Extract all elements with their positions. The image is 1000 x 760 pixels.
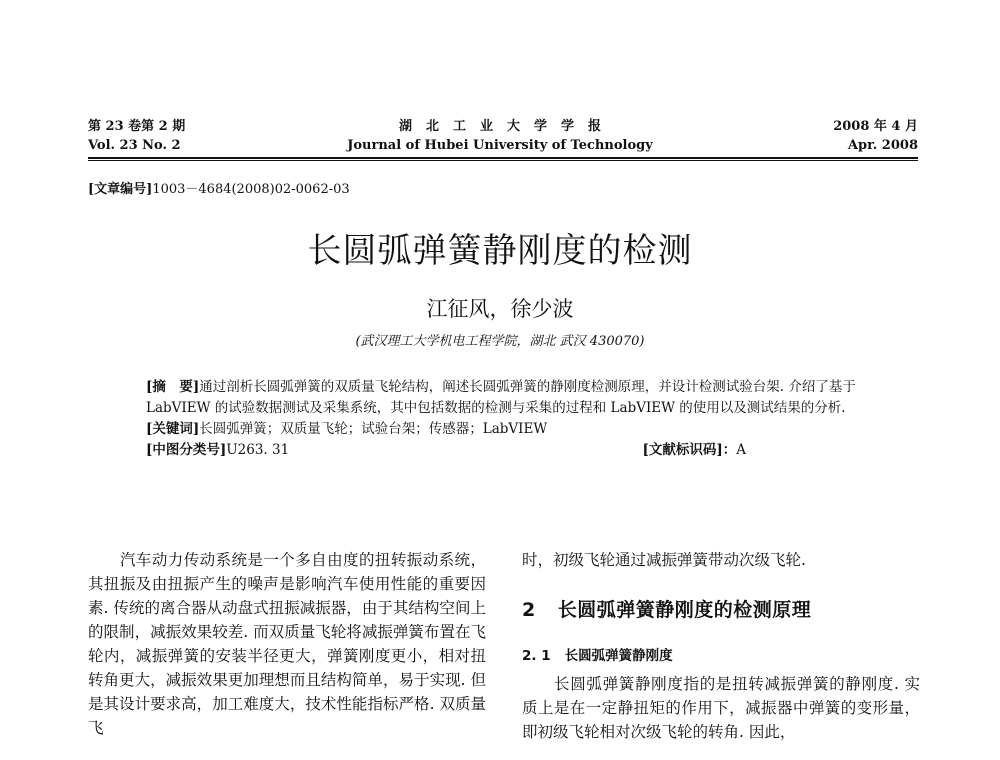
header-right	[833, 117, 918, 155]
keywords-text: 长圆弧弹簧；双质量飞轮；试验台架；传感器；LabVIEW	[199, 421, 548, 437]
date-cn: 2008 年 4 月	[833, 119, 918, 134]
abstract-block	[146, 377, 876, 461]
clc-value: U263. 31	[226, 442, 290, 458]
section-paragraph: 长圆弧弹簧静刚度指的是扭转减振弹簧的静刚度. 实质上是在一定静扭矩的作用下，减振器中弹簧的变形量，即初级飞轮相对次级飞轮的转角. 因此，	[522, 675, 920, 741]
paper-affiliation: (武汉理工大学机电工程学院，湖北 武汉 430070)	[355, 334, 645, 349]
abstract	[146, 377, 876, 419]
subsection-title: 长圆弧弹簧静刚度	[564, 648, 673, 664]
header-rule-thick	[88, 157, 918, 159]
journal-name-en: Journal of Hubei University of Technology	[347, 138, 653, 153]
keywords-label: [关键词]	[146, 421, 200, 437]
subsection-number: 2. 1	[522, 648, 551, 664]
document-code-label: [文献标识码]：	[642, 442, 737, 458]
section-heading	[522, 598, 920, 622]
date-en: Apr. 2008	[847, 138, 918, 153]
article-number-label: [文章编号]	[88, 182, 153, 197]
header-rule-thin	[88, 160, 918, 161]
clc-label: [中图分类号]	[146, 442, 227, 458]
clc-code	[146, 440, 289, 461]
body-column-right	[522, 548, 920, 744]
classification-row	[146, 440, 746, 461]
document-code	[642, 440, 746, 461]
issue-en: Vol. 23 No. 2	[88, 138, 181, 153]
abstract-label: [摘 要]	[146, 379, 200, 395]
journal-name-cn: 湖北工业大学学报	[398, 119, 615, 134]
continued-line: 时，初级飞轮通过减振弹簧带动次级飞轮.	[522, 551, 806, 569]
body-column-left	[88, 548, 486, 740]
section-title: 长圆弧弹簧静刚度的检测原理	[557, 599, 812, 621]
subsection-heading	[522, 644, 920, 668]
issue-cn: 第 23 卷第 2 期	[88, 119, 186, 134]
document-code-value: A	[736, 442, 746, 458]
article-number	[88, 178, 350, 197]
keywords	[146, 419, 876, 440]
abstract-text: 通过剖析长圆弧弹簧的双质量飞轮结构，阐述长圆弧弹簧的静刚度检测原理，并设计检测试验台架. 介绍了基于 LabVIEW 的试验数据测试及采集系统，其中包括数据的检测与采集的过程和 LabVIEW 的使用以及测试结果的分析.	[146, 379, 856, 416]
article-number-value: 1003－4684(2008)02-0062-03	[152, 182, 350, 197]
paper-authors: 江征风，徐少波	[426, 297, 574, 321]
section-number: 2	[522, 599, 536, 621]
intro-paragraph: 汽车动力传动系统是一个多自由度的扭转振动系统，其扭振及由扭振产生的噪声是影响汽车使用性能的重要因素. 传统的离合器从动盘式扭振减振器，由于其结构空间上的限制，减振效果较差. 而双质量飞轮将减振弹簧布置在飞轮内，减振弹簧的安装半径更大，弹簧刚度更小，相对扭转角更大，减振效果更加理想而且结构简单，易于实现. 但是其设计要求高，加工难度大，技术性能指标严格. 双质量飞	[88, 551, 486, 737]
paper-title: 长圆弧弹簧静刚度的检测	[307, 231, 693, 271]
